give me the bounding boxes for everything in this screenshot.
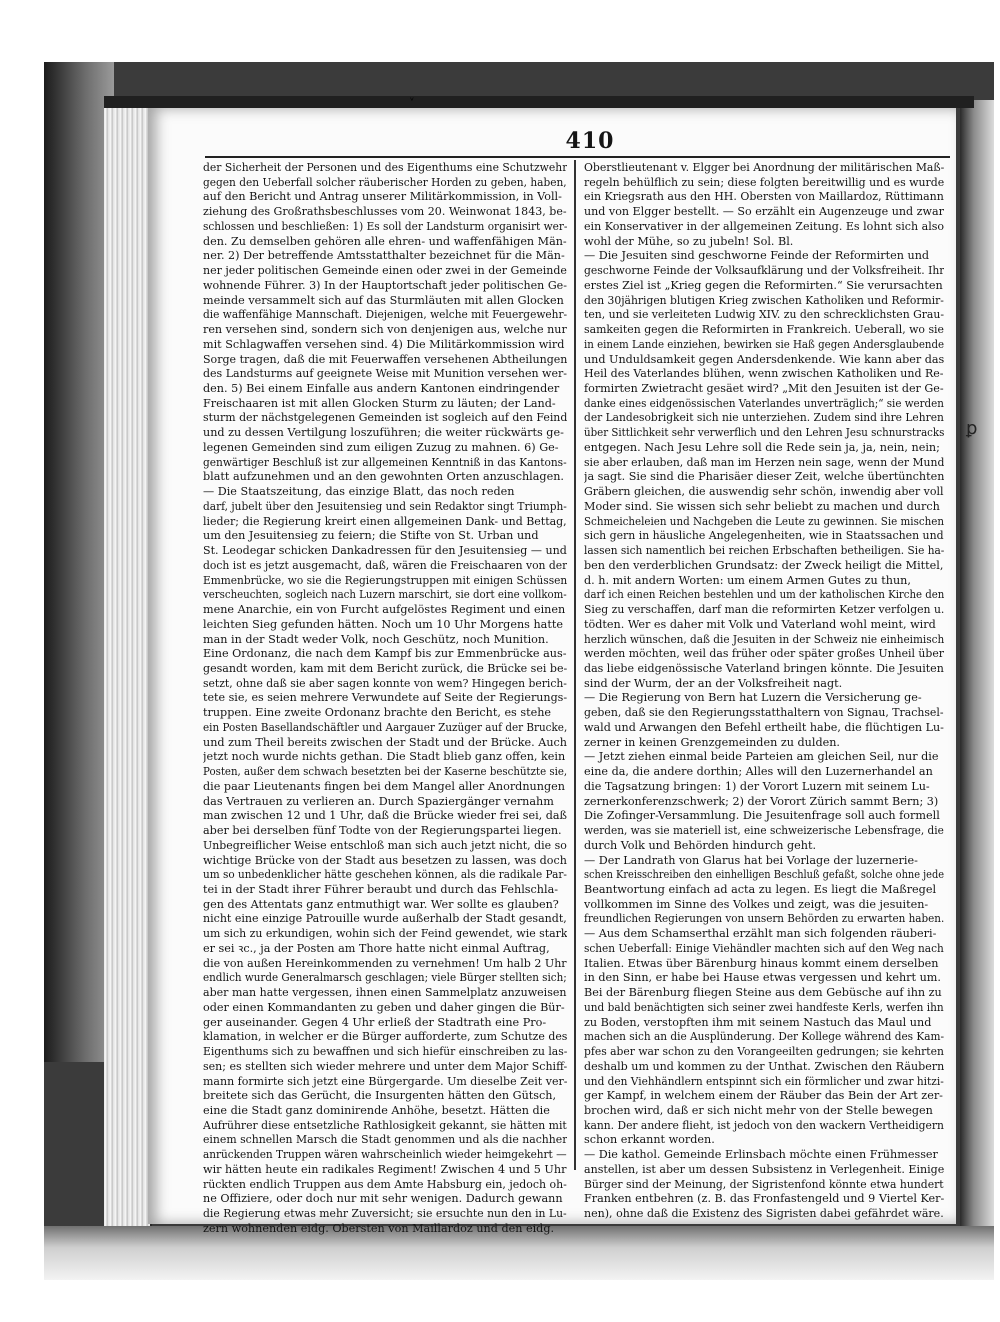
- text-line: ein Posten Basellandschäftler und Aargauer Zuzüger auf der Brucke,: [203, 720, 567, 734]
- text-line: ner. 2) Der betreffende Amtsstatthalter bezeichnet für die Män-: [203, 249, 565, 263]
- text-line: aber bei derselben fünf Todte von der Regierungspartei liegen.: [203, 824, 562, 838]
- text-line: und von Elgger bestellt. — So erzählt ein Augenzeuge und zwar: [584, 205, 944, 219]
- text-line: Eigenthums sich zu bewaffnen und sich hiefür einschreiben zu las-: [203, 1045, 567, 1059]
- text-line: man in der Stadt weder Volk, noch Geschütz, noch Munition.: [203, 632, 549, 646]
- text-line: schon erkannt worden.: [584, 1133, 715, 1147]
- text-line: auf den Bericht und Antrag unserer Militärkommission, in Voll-: [203, 190, 562, 204]
- text-line: sie aber erlauben, daß man im Herzen nein sage, wenn der Mund: [584, 455, 944, 469]
- text-line: den 30jährigen blutigen Krieg zwischen Katholiken und Reformir-: [584, 293, 944, 307]
- text-line: zernerkonferenzschwerk; 2) der Vorort Zürich sammt Bern; 3): [584, 794, 939, 808]
- text-line: geschworne Feinde der Volksaufklärung und der Volksfreiheit. Ihr: [584, 264, 944, 278]
- text-line: herzlich wünschen, daß die Jesuiten in der Schweiz nie einheimisch: [584, 632, 944, 646]
- text-line: des Landsturms auf geeignete Weise mit Munition versehen wer-: [203, 367, 567, 381]
- text-line: anstellen, ist aber um dessen Subsistenz in Verlegenheit. Einige: [584, 1162, 944, 1176]
- text-line: Freischaaren ist mit allen Glocken Sturm zu läuten; der Land-: [203, 396, 556, 410]
- text-line: — Die Staatszeitung, das einzige Blatt, das noch reden: [203, 485, 515, 499]
- text-line: schen Kreisschreiben den einhelligen Beschluß gefaßt, solche ohne jede: [584, 868, 944, 882]
- text-line: formirten Zwietracht gesäet wird? „Mit den Jesuiten ist der Ge-: [584, 382, 944, 396]
- text-line: St. Leodegar schicken Dankadressen für den Jesuitensieg — und: [203, 544, 567, 558]
- text-line: wohl der Mühe, so zu jubeln! Sol. Bl.: [584, 234, 794, 248]
- text-line: Sorge tragen, daß die mit Feuerwaffen versehenen Abtheilungen: [203, 352, 567, 366]
- text-line: mene Anarchie, ein von Furcht aufgelöstes Regiment und einen: [203, 603, 566, 617]
- text-line: Unbegreiflicher Weise entschloß man sich auch jetzt nicht, die so: [203, 838, 567, 852]
- text-line: Bürger sind der Meinung, der Sigristenfond könnte etwa hundert: [584, 1177, 944, 1191]
- text-line: die Regierung etwas mehr Zuversicht; sie ersuchte nun den in Lu-: [203, 1207, 567, 1221]
- text-line: ten, und sie verleiteten Ludwig XIV. zu den schrecklichsten Grau-: [584, 308, 944, 322]
- text-line: gesandt worden, kam mit dem Bericht zurück, die Brücke sei be-: [203, 661, 567, 675]
- text-line: entgegen. Nach Jesu Lehre soll die Rede sein ja, ja, nein, nein;: [584, 440, 940, 454]
- text-line: oder einen Kommandanten zu geben und daher gingen die Bür-: [203, 1000, 565, 1014]
- text-line: er sei ꝛc., ja der Posten am Thore hatte nicht einmal Auftrag,: [203, 941, 550, 955]
- text-line: lieder; die Regierung kreirt einen allgemeinen Dank- und Bettag,: [203, 514, 567, 528]
- text-line: wald und Arwangen den Befehl ertheilt habe, die flüchtigen Lu-: [584, 720, 944, 734]
- text-line: — Die kathol. Gemeinde Erlinsbach möchte einen Frühmesser: [584, 1148, 938, 1162]
- text-line: und zu dessen Vertilgung loszuführen; die weiter rückwärts ge-: [203, 426, 564, 440]
- text-line: meinde versammelt sich auf das Sturmläuten mit allen Glocken: [203, 293, 564, 307]
- text-line: in den Sinn, er habe bei Hause etwas vergessen und kehrt um.: [584, 971, 941, 985]
- text-line: kann. Der andere flieht, ist jedoch von den wackern Vertheidigern: [584, 1118, 944, 1132]
- text-line: ja sagt. Sie sind die Pharisäer dieser Zeit, welche übertünchten: [584, 470, 944, 484]
- text-line: über Sittlichkeit sehr verwerflich und den Lehren Jesu schnurstracks: [584, 426, 944, 440]
- text-line: zerner in keinen Grenzgemeinden zu dulden.: [584, 735, 840, 749]
- text-line: regeln behülflich zu sein; diese folgten bereitwillig und es wurde: [584, 175, 944, 189]
- text-line: zern wohnenden eidg. Obersten von Maillardoz und den eidg.: [203, 1221, 555, 1235]
- text-line: die von außen Hereinkommenden zu vernehmen! Um halb 2 Uhr: [203, 956, 567, 970]
- text-line: freundlichen Regierungen von unsern Behörden zu erwarten haben.: [584, 912, 944, 926]
- text-line: und zum Theil bereits zwischen der Stadt und der Brücke. Auch: [203, 735, 567, 749]
- text-line: schen Ueberfall: Einige Viehändler machten sich auf den Weg nach: [584, 941, 944, 955]
- text-line: d. h. mit andern Worten: um einem Armen Gutes zu thun,: [584, 573, 911, 587]
- text-line: klamation, in welcher er die Bürger aufforderte, zum Schutze des: [203, 1030, 567, 1044]
- text-line: jetzt noch wurde nichts gethan. Die Stadt blieb ganz offen, kein: [203, 750, 566, 764]
- text-line: samkeiten gegen die Reformirten in Frankreich. Ueberall, wo sie: [584, 323, 944, 337]
- text-line: tödten. Wer es daher mit Volk und Vaterland wohl meint, wird: [584, 617, 936, 631]
- text-line: — Jetzt ziehen einmal beide Parteien am gleichen Seil, nur die: [584, 750, 939, 764]
- text-line: sen; es stellten sich wieder mehrere und unter dem Major Schiff-: [203, 1059, 567, 1073]
- text-line: wohnende Führer. 3) In der Hauptortschaft jeder politischen Ge-: [203, 278, 567, 292]
- text-line: vollkommen im Sinne des Volkes und zeigt, was die jesuiten-: [584, 897, 929, 911]
- text-line: um den Jesuitensieg zu feiern; die Stifte von St. Urban und: [203, 529, 539, 543]
- text-line: setzt, ohne daß sie aber sagen konnte von wem? Hingegen berich-: [203, 676, 567, 690]
- text-line: Gräbern gleichen, die auswendig sehr schön, inwendig aber voll: [584, 485, 944, 499]
- text-line: schlossen und beschließen: 1) Es soll der Landsturm organisirt wer-: [203, 219, 567, 233]
- text-line: leichten Sieg gefunden hätten. Noch um 10 Uhr Morgens hatte: [203, 617, 563, 631]
- text-line: den. 5) Bei einem Einfalle aus andern Kantonen eindringender: [203, 382, 560, 396]
- book-page-edges: [104, 96, 152, 1226]
- book-top-edge: [104, 96, 974, 108]
- text-line: der Sicherheit der Personen und des Eigenthums eine Schutzwehr: [203, 161, 567, 174]
- text-line: man zwischen 12 und 1 Uhr, daß die Brücke wieder frei sei, daß: [203, 809, 567, 823]
- left-column: [203, 161, 567, 1237]
- text-line: endlich wurde Generalmarsch geschlagen; viele Bürger stellten sich;: [203, 971, 567, 985]
- text-line: nen), ohne daß die Existenz des Sigristen dabei gefährdet wäre.: [584, 1207, 944, 1221]
- text-line: zu Boden, verstopften ihm mit seinem Nastuch das Maul und: [584, 1015, 932, 1029]
- text-line: ne Offiziere, oder doch nur mit sehr wenigen. Dadurch gewann: [203, 1192, 563, 1206]
- text-line: tete sie, es seien mehrere Verwundete auf Seite der Regierungs-: [203, 691, 567, 705]
- text-line: werden, was sie materiell ist, eine schweizerische Lebensfrage, die: [584, 824, 944, 838]
- text-line: ger auseinander. Gegen 4 Uhr erließ der Stadtrath eine Pro-: [203, 1015, 547, 1029]
- text-line: brochen wird, daß er sich nicht mehr von der Stelle bewegen: [584, 1104, 933, 1117]
- text-line: Posten, außer dem schwach besetzten bei der Kaserne beschützte sie,: [203, 765, 567, 779]
- text-line: und Unduldsamkeit gegen Andersdenkende. Wie kann aber das: [584, 352, 944, 366]
- text-line: die waffenfähige Mannschaft. Diejenigen, welche mit Feuergewehr-: [203, 308, 567, 322]
- text-line: truppen. Eine zweite Ordonanz brachte den Bericht, es stehe: [203, 706, 552, 720]
- text-line: der Landesobrigkeit sich nie unterziehen. Zudem sind ihre Lehren: [584, 411, 944, 425]
- text-line: nicht eine einzige Patrouille wurde außerhalb der Stadt gesandt,: [203, 912, 567, 926]
- text-line: machen sich an die Ausplünderung. Der Kollege während des Kam-: [584, 1030, 944, 1044]
- text-line: gegen den Ueberfall solcher räuberischer Horden zu geben, haben,: [203, 175, 567, 189]
- text-line: mit Schlagwaffen versehen sind. 4) Die Militärkommission wird: [203, 337, 565, 351]
- text-line: anrückenden Truppen wären wahrscheinlich wieder heimgekehrt —: [203, 1148, 567, 1162]
- margin-mark: ꝑ: [966, 418, 978, 439]
- text-line: Bei der Bärenburg fliegen Steine aus dem Gebüsche auf ihn zu: [584, 986, 942, 1000]
- text-line: doch ist es jetzt ausgemacht, daß, wären die Freischaaren von der: [203, 558, 567, 572]
- text-line: ren versehen sind, sondern sich von denjenigen aus, welche nur: [203, 323, 567, 337]
- text-line: legenen Gemeinden sind zum eiligen Zuzug zu mahnen. 6) Ge-: [203, 440, 559, 454]
- text-line: aber man hatte vergessen, ihnen einen Sammelplatz anzuweisen: [203, 986, 567, 1000]
- text-line: gen des Attentats ganz entmuthigt war. Wer sollte es glauben?: [203, 897, 559, 911]
- text-line: lassen sich namentlich bei reichen Erbschaften betheiligen. Sie ha-: [584, 544, 944, 558]
- text-line: — Die Regierung von Bern hat Luzern die Versicherung ge-: [584, 691, 922, 705]
- text-line: Beantwortung einfach ad acta zu legen. Es liegt die Maßregel: [584, 882, 937, 896]
- text-line: um sich zu erkundigen, wohin sich der Feind gewendet, wie stark: [203, 927, 567, 941]
- header-rule: [205, 156, 950, 158]
- text-line: darf ich einen Reichen bestehlen und um der katholischen Kirche den: [584, 588, 944, 602]
- text-line: Franken entbehren (z. B. das Fronfastengeld und 9 Viertel Ker-: [584, 1192, 944, 1206]
- text-line: eine die Stadt ganz dominirende Anhöhe, besetzt. Hätten die: [203, 1104, 550, 1117]
- text-line: den. Zu demselben gehören alle ehren- und waffenfähigen Män-: [203, 234, 567, 248]
- text-line: verscheuchten, sogleich nach Luzern marschirt, sie dort eine vollkom-: [203, 588, 567, 602]
- text-line: Sieg zu verschaffen, darf man die reformirten Ketzer verfolgen u.: [584, 603, 944, 617]
- text-line: Moder sind. Sie wissen sich sehr beliebt zu machen und durch: [584, 499, 940, 513]
- text-line: Italien. Etwas über Bärenburg hinaus kommt einem derselben: [584, 956, 939, 970]
- text-line: genwärtiger Beschluß ist zur allgemeinen Kenntniß in das Kantons-: [203, 455, 567, 469]
- text-line: die Tagsatzung bringen: 1) der Vorort Luzern mit seinem Lu-: [584, 779, 930, 793]
- text-line: rückten endlich Truppen aus dem Amte Habsburg ein, jedoch oh-: [203, 1177, 567, 1191]
- text-line: sich gern in häusliche Angelegenheiten, wie in Staatssachen und: [584, 529, 944, 543]
- text-line: das liebe eidgenössische Vaterland bringen könnte. Die Jesuiten: [584, 661, 944, 675]
- text-line: blatt aufzunehmen und an den gewohnten Orten anzuschlagen.: [203, 470, 564, 484]
- book-right-edge: [960, 100, 994, 1230]
- text-line: Schmeicheleien und Nachgeben die Leute zu gewinnen. Sie mischen: [584, 514, 944, 528]
- text-line: eine da, die andere dorthin; Alles will den Luzernerhandel an: [584, 765, 933, 779]
- text-line: und bald benächtigten sich seiner zwei handfeste Kerls, werfen ihn: [584, 1000, 944, 1014]
- text-line: Die Zofinger-Versammlung. Die Jesuitenfrage soll auch formell: [584, 809, 940, 823]
- text-line: sind der Wurm, der an der Volksfreiheit nagt.: [584, 676, 843, 690]
- text-line: geben, daß sie den Regierungsstatthaltern von Signau, Trachsel-: [584, 706, 944, 720]
- text-line: breitete sich das Gerücht, die Insurgenten hätten den Gütsch,: [203, 1089, 557, 1103]
- text-line: deshalb um und kommen zu der Unthat. Zwischen den Räubern: [584, 1059, 944, 1073]
- text-line: ben den verderblichen Grundsatz: der Zweck heiligt die Mittel,: [584, 558, 944, 572]
- text-line: Eine Ordonanz, die nach dem Kampf bis zur Emmenbrücke aus-: [203, 647, 567, 661]
- text-line: Heil des Vaterlandes blühen, wenn zwischen Katholiken und Re-: [584, 367, 944, 381]
- text-line: tei in der Stadt ihrer Führer beraubt und durch das Fehlschla-: [203, 882, 559, 896]
- text-line: danke eines eidgenössischen Vaterlandes unverträglich;“ sie werden: [584, 396, 944, 410]
- text-line: Oberstlieutenant v. Elgger bei Anordnung der militärischen Maß-: [584, 161, 944, 174]
- column-divider: [574, 160, 576, 1170]
- text-line: sturm der nächstgelegenen Gemeinden ist sogleich auf den Feind: [203, 411, 567, 425]
- text-line: in einem Lande einziehen, bewirken sie Haß gegen Andersglaubende: [584, 337, 944, 351]
- text-line: werden möchten, weil das früher oder später großes Unheil über: [584, 647, 944, 661]
- text-line: — Aus dem Schamserthal erzählt man sich folgenden räuberi-: [584, 927, 937, 941]
- text-line: einem schnellen Marsch die Stadt genommen und als die nachher: [203, 1133, 567, 1147]
- text-line: darf, jubelt über den Jesuitensieg und sein Redaktor singt Triumph-: [203, 499, 567, 513]
- text-line: ner jeder politischen Gemeinde einen oder zwei in der Gemeinde: [203, 264, 567, 278]
- text-line: mann formirte sich jetzt eine Bürgergarde. Um dieselbe Zeit ver-: [203, 1074, 567, 1088]
- text-line: ein Kriegsrath aus den HH. Obersten von Maillardoz, Rüttimann: [584, 190, 944, 204]
- text-line: wir hätten heute ein radikales Regiment! Zwischen 4 und 5 Uhr: [203, 1162, 567, 1176]
- text-line: das Vertrauen zu verlieren an. Durch Spaziergänger vernahm: [203, 794, 554, 808]
- text-line: — Der Landrath von Glarus hat bei Vorlage der luzernerie-: [584, 853, 918, 867]
- text-line: erstes Ziel ist „Krieg gegen die Reformirten.“ Sie verursachten: [584, 278, 943, 292]
- right-column: [584, 161, 944, 1222]
- text-line: — Die Jesuiten sind geschworne Feinde der Reformirten und: [584, 249, 930, 263]
- text-line: ziehung des Großrathsbeschlusses vom 20. Weinwonat 1843, be-: [203, 205, 567, 219]
- text-line: ein Konservativer in der allgemeinen Zeitung. Es lohnt sich also: [584, 219, 944, 233]
- text-line: durch Volk und Behörden hindurch geht.: [584, 838, 817, 852]
- text-line: um so unbedenklicher hätte geschehen können, als die radikale Par-: [203, 868, 567, 882]
- text-line: pfes aber war schon zu den Vorangeeilten gedrungen; sie kehrten: [584, 1045, 944, 1059]
- top-mark: ᵛ: [410, 96, 415, 107]
- text-line: ger Kampf, in welchem einem der Räuber das Bein der Art zer-: [584, 1089, 943, 1103]
- text-line: die paar Lieutenants fingen bei dem Mangel aller Anordnungen: [203, 779, 565, 793]
- text-line: Emmenbrücke, wo sie die Regierungstruppen mit einigen Schüssen: [203, 573, 567, 587]
- text-line: Aufrührer diese entsetzliche Rathlosigkeit gekannt, sie hätten mit: [203, 1118, 567, 1132]
- page-number: 410: [565, 128, 615, 154]
- text-line: und den Viehhändlern entspinnt sich ein förmlicher und zwar hitzi-: [584, 1074, 944, 1088]
- text-line: wichtige Brücke von der Stadt aus besetzen zu lassen, was doch: [203, 853, 567, 867]
